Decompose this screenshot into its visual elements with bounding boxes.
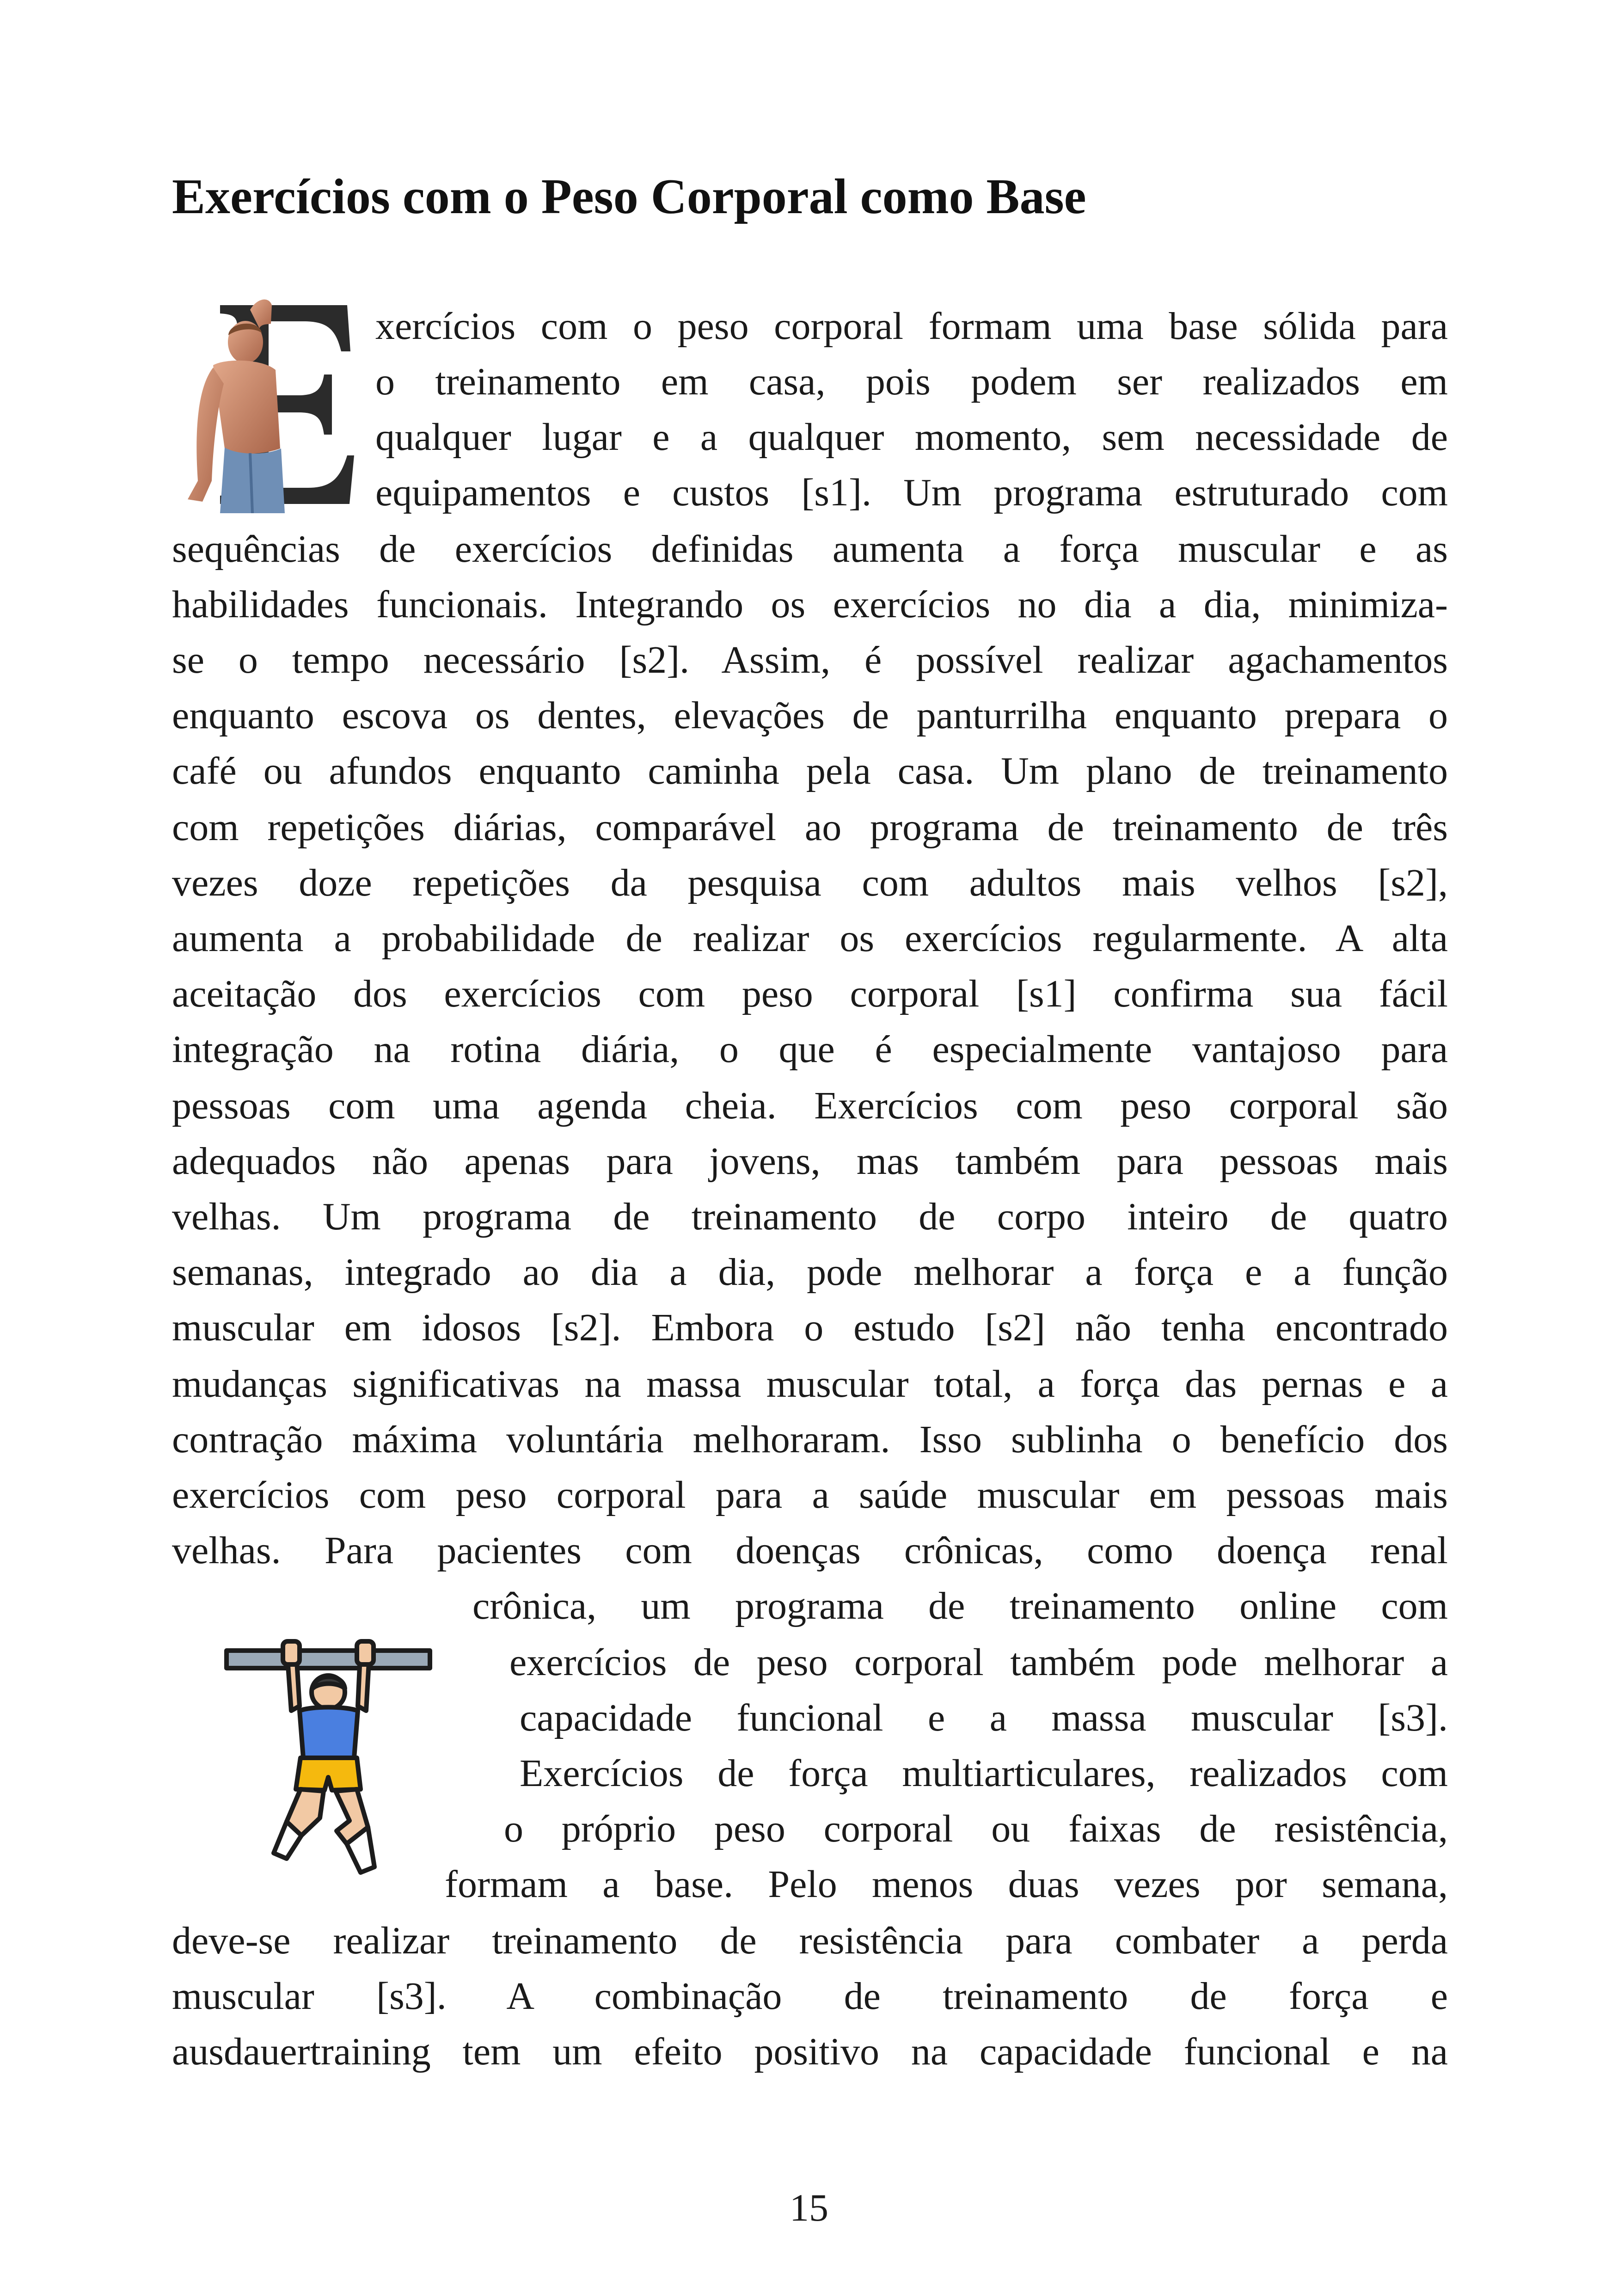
body-line: contração máxima voluntária melhoraram. Isso sublinha o benefício dos [172, 1418, 1448, 1461]
body-line: aumenta a probabilidade de realizar os exercícios regularmente. A alta [172, 917, 1448, 960]
page-title: Exercícios com o Peso Corporal como Base [172, 169, 1086, 224]
body-line: velhas. Para pacientes com doenças crônicas, como doença renal [172, 1529, 1448, 1572]
body-line: pessoas com uma agenda cheia. Exercícios com peso corporal são [172, 1084, 1448, 1127]
body-line: o treinamento em casa, pois podem ser realizados em [375, 360, 1448, 403]
body-line: mudanças significativas na massa muscular total, a força das pernas e a [172, 1363, 1448, 1406]
body-line: café ou afundos enquanto caminha pela casa. Um plano de treinamento [172, 749, 1448, 792]
body-line: vezes doze repetições da pesquisa com adultos mais velhos [s2], [172, 861, 1448, 904]
figure-hanging-icon-wrapper [222, 1637, 435, 1877]
body-line: com repetições diárias, comparável ao programa de treinamento de três [172, 806, 1448, 849]
body-line: integração na rotina diária, o que é especialmente vantajoso para [172, 1028, 1448, 1071]
man-leaning-on-letter-icon [169, 296, 354, 513]
body-line: o próprio peso corporal ou faixas de resistência, [504, 1807, 1448, 1850]
body-line: sequências de exercícios definidas aumenta a força muscular e as [172, 528, 1448, 571]
body-line: semanas, integrado ao dia a dia, pode melhorar a força e a função [172, 1251, 1448, 1294]
body-line: adequados não apenas para jovens, mas também para pessoas mais [172, 1140, 1448, 1183]
body-line: exercícios de peso corporal também pode melhorar a [509, 1641, 1448, 1684]
body-line: ausdauertraining tem um efeito positivo na capacidade funcional e na [172, 2030, 1448, 2073]
body-line: qualquer lugar e a qualquer momento, sem necessidade de [375, 416, 1448, 459]
body-line: muscular em idosos [s2]. Embora o estudo [s2] não tenha encontrado [172, 1306, 1448, 1349]
drop-cap-e [169, 296, 354, 513]
page-number: 15 [790, 2186, 828, 2229]
body-line: se o tempo necessário [s2]. Assim, é possível realizar agachamentos [172, 638, 1448, 681]
body-line: xercícios com o peso corporal formam uma base sólida para [375, 305, 1448, 348]
body-line: velhas. Um programa de treinamento de corpo inteiro de quatro [172, 1195, 1448, 1238]
body-line: capacidade funcional e a massa muscular [s3]. [520, 1696, 1448, 1739]
body-line: exercícios com peso corporal para a saúde muscular em pessoas mais [172, 1473, 1448, 1516]
body-line: equipamentos e custos [s1]. Um programa estruturado com [375, 471, 1448, 514]
body-line: muscular [s3]. A combinação de treinamento de força e [172, 1975, 1448, 2018]
body-line: aceitação dos exercícios com peso corporal [s1] confirma sua fácil [172, 972, 1448, 1015]
body-line: enquanto escova os dentes, elevações de panturrilha enquanto prepara o [172, 694, 1448, 737]
body-line: habilidades funcionais. Integrando os exercícios no dia a dia, minimiza- [172, 583, 1448, 626]
body-line: formam a base. Pelo menos duas vezes por semana, [445, 1863, 1448, 1906]
body-line: Exercícios de força multiarticulares, realizados com [520, 1752, 1448, 1795]
body-line: deve-se realizar treinamento de resistência para combater a perda [172, 1919, 1448, 1962]
person-hanging-pull-up-bar-icon [222, 1637, 435, 1877]
body-line: crônica, um programa de treinamento online com [472, 1584, 1448, 1627]
